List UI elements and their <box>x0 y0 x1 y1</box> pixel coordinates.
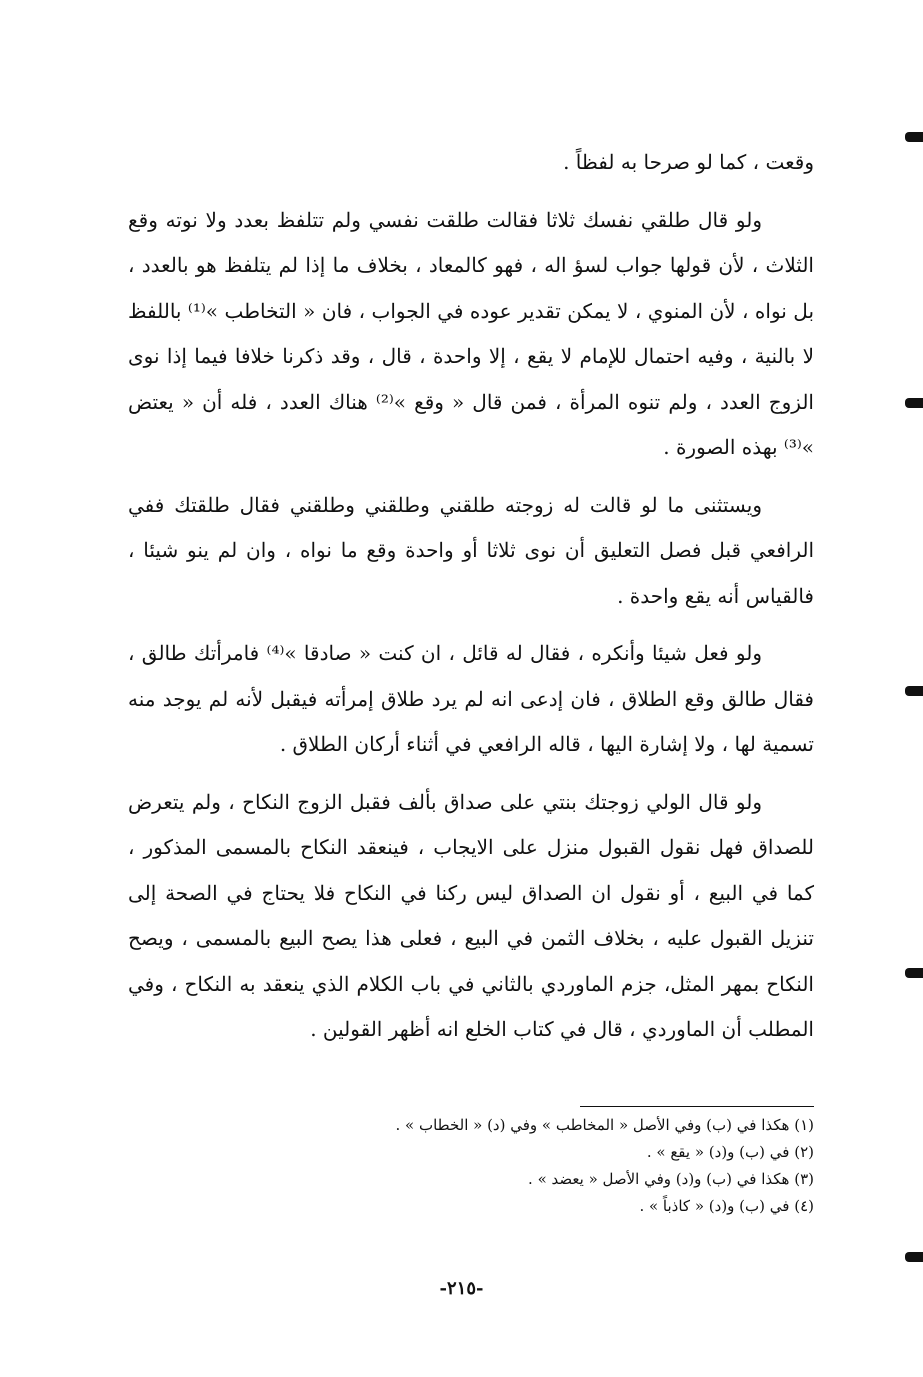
main-text <box>128 140 814 1065</box>
page-number: -٢١٥- <box>439 1278 484 1299</box>
footnote-4: (٤) في (ب) و(د) « كاذباً » . <box>639 1197 814 1215</box>
footnote-2: (٢) في (ب) و(د) « يقع » . <box>646 1143 814 1161</box>
footnote-1: (١) هكذا في (ب) وفي الأصل « المخاطب » وفي (د) « الخطاب » . <box>395 1116 814 1134</box>
scan-edge-mark <box>905 1252 923 1262</box>
paragraph-2: ولو قال طلقي نفسك ثلاثا فقالت طلقت نفسي ولم تتلفظ بعدد ولا نوته وقع الثلاث ، لأن قولها جواب لسؤ اله ، فهو كالمعاد ، بخلاف ما إذا لم يتلفظ هو بالعدد ، بل نواه ، لأن المنوي ، لا يمكن تقدير عوده في الجواب ، فان « التخاطب »⁽¹⁾ باللفظ لا بالنية ، وفيه احتمال للإمام لا يقع ، إلا واحدة ، قال ، وقد ذكرنا خلافا فيما إذا نوى الزوج العدد ، ولم تنوه المرأة ، فمن قال « وقع »⁽²⁾ هناك العدد ، فله أن « يعتض »⁽³⁾ بهذه الصورة . <box>128 207 815 459</box>
footnote-3: (٣) هكذا في (ب) و(د) وفي الأصل « يعضد » . <box>528 1170 814 1188</box>
footnotes <box>300 1112 814 1220</box>
footnote-divider <box>580 1106 814 1107</box>
paragraph-3: ويستثنى ما لو قالت له زوجته طلقني وطلقني وطلقني فقال طلقتك ففي الرافعي قبل فصل التعليق أن نوى ثلاثا أو واحدة وقع ما نواه ، وان لم ينو شيئا ، فالقياس أنه يقع واحدة . <box>128 492 815 608</box>
paragraph-5: ولو قال الولي زوجتك بنتي على صداق بألف فقبل الزوج النكاح ، ولم يتعرض للصداق فهل نقول القبول منزل على الايجاب ، فينعقد النكاح بالمسمى المذكور ، كما في البيع ، أو نقول ان الصداق ليس ركنا في النكاح فلا يحتاج في الصحة إلى تنزيل القبول عليه ، بخلاف الثمن في البيع ، فعلى هذا يصح البيع بالمسمى ، ويصح النكاح بمهر المثل، جزم الماوردي بالثاني في باب الكلام الذي ينعقد به النكاح ، وفي المطلب أن الماوردي ، قال في كتاب الخلع انه أظهر القولين . <box>128 789 815 1041</box>
scan-edge-mark <box>905 968 923 978</box>
paragraph-4: ولو فعل شيئا وأنكره ، فقال له قائل ، ان كنت « صادقا »⁽⁴⁾ فامرأتك طالق ، فقال طالق وقع الطلاق ، فان إدعى انه لم يرد طلاق إمرأته فيقبل لأنه لم يوجد منه تسمية لها ، ولا إشارة اليها ، قاله الرافعي في أثناء أركان الطلاق . <box>128 641 814 756</box>
scan-edge-mark <box>905 132 923 142</box>
scan-edge-mark <box>905 398 923 408</box>
scan-edge-mark <box>905 686 923 696</box>
paragraph-1: وقعت ، كما لو صرحا به لفظاً . <box>563 150 814 174</box>
